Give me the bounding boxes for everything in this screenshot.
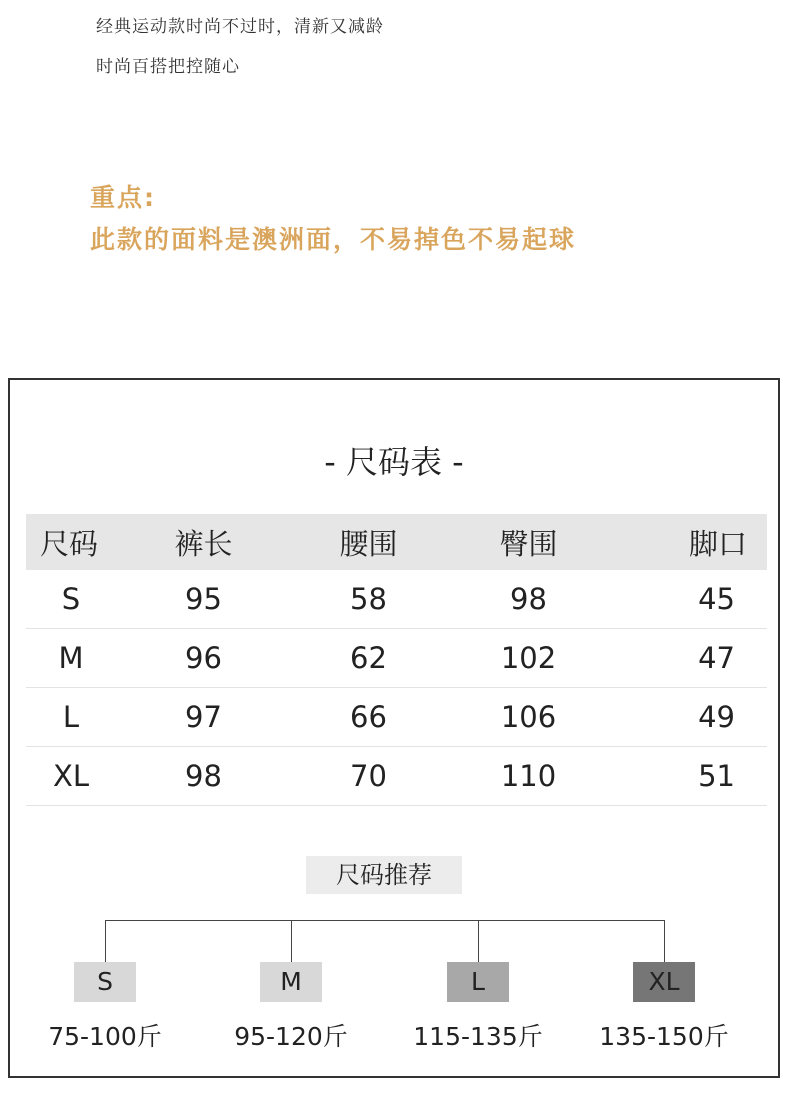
cell-length: 98 [116, 747, 291, 806]
tree-branch-m [291, 920, 292, 962]
cell-hip: 102 [446, 629, 611, 688]
weight-range-l: 115-135斤 [413, 1022, 543, 1051]
recommend-size-m: M [260, 962, 322, 1002]
cell-hem: 49 [611, 688, 767, 747]
cell-hip: 98 [446, 570, 611, 629]
table-row [26, 570, 767, 629]
cell-waist: 58 [291, 570, 446, 629]
cell-hem: 47 [611, 629, 767, 688]
cell-length: 97 [116, 688, 291, 747]
header-hip: 臀围 [446, 514, 611, 570]
header-hem: 脚口 [611, 514, 767, 570]
recommend-size-s: S [74, 962, 136, 1002]
header-size: 尺码 [26, 514, 116, 570]
weight-range-m: 95-120斤 [234, 1022, 348, 1051]
tree-branch-l [478, 920, 479, 962]
cell-size: L [26, 688, 116, 747]
cell-size: M [26, 629, 116, 688]
weight-range-s: 75-100斤 [48, 1022, 162, 1051]
cell-length: 96 [116, 629, 291, 688]
tree-horizontal-line [105, 920, 665, 921]
size-chart-panel [8, 378, 780, 1078]
size-chart-title: - 尺码表 - [324, 443, 464, 481]
cell-length: 95 [116, 570, 291, 629]
cell-waist: 70 [291, 747, 446, 806]
description-line-2: 时尚百搭把控随心 [96, 57, 240, 77]
tree-branch-xl [664, 920, 665, 962]
header-waist: 腰围 [291, 514, 446, 570]
cell-hip: 106 [446, 688, 611, 747]
table-row [26, 688, 767, 747]
highlight-text: 此款的面料是澳洲面，不易掉色不易起球 [90, 225, 577, 254]
table-row [26, 629, 767, 688]
cell-size: XL [26, 747, 116, 806]
highlight-heading: 重点: [90, 183, 156, 212]
cell-hip: 110 [446, 747, 611, 806]
table-header-row [26, 514, 767, 570]
cell-hem: 51 [611, 747, 767, 806]
cell-hem: 45 [611, 570, 767, 629]
header-length: 裤长 [116, 514, 291, 570]
weight-range-xl: 135-150斤 [599, 1022, 729, 1051]
cell-size: S [26, 570, 116, 629]
table-row [26, 747, 767, 806]
size-table [26, 514, 767, 806]
cell-waist: 66 [291, 688, 446, 747]
description-line-1: 经典运动款时尚不过时，清新又减龄 [96, 17, 384, 37]
cell-waist: 62 [291, 629, 446, 688]
size-recommendation-label: 尺码推荐 [306, 856, 462, 894]
tree-branch-s [105, 920, 106, 962]
recommend-size-xl: XL [633, 962, 695, 1002]
recommend-size-l: L [447, 962, 509, 1002]
